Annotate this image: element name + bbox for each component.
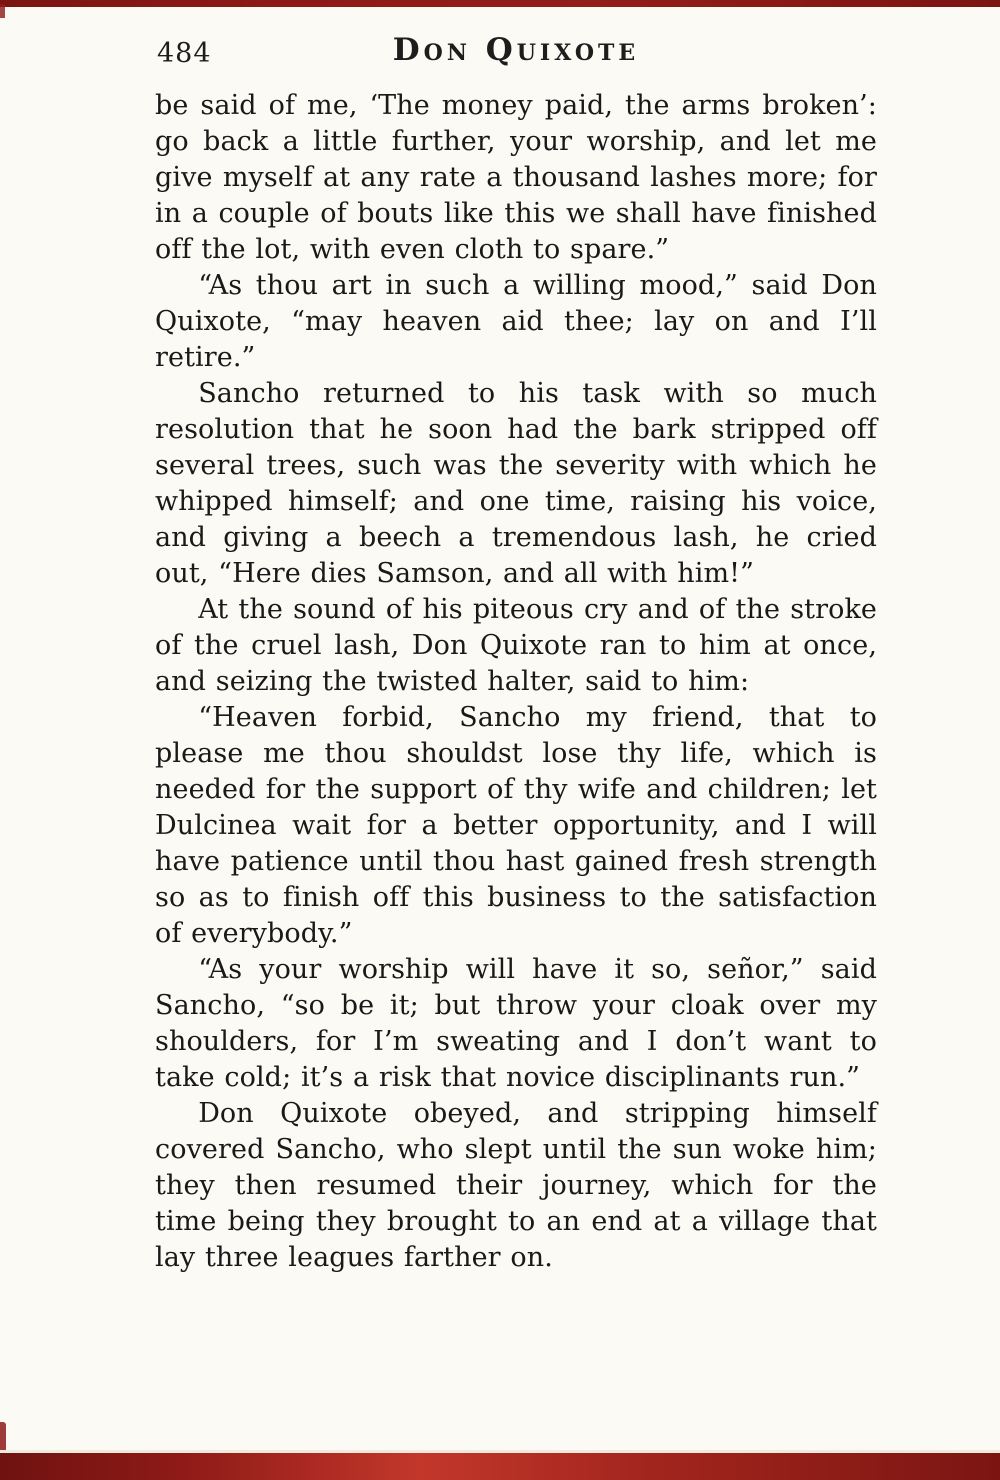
- paragraph: At the sound of his piteous cry and of the stroke of the cruel lash, Don Quixote ran to him at once, and seizing the twisted halter, said to him:: [155, 594, 877, 697]
- paragraph: Don Quixote obeyed, and stripping himself covered Sancho, who slept until the sun woke him; they then resumed their journey, which for the time being they brought to an end at a village that lay three leagues farther on.: [155, 1098, 877, 1273]
- paragraph: “As thou art in such a willing mood,” said Don Quixote, “may heaven aid thee; lay on and I’ll retire.”: [155, 270, 877, 373]
- page-content: [155, 0, 877, 1276]
- text-block: [155, 88, 877, 1276]
- scan-edge-top-left-mark: [0, 4, 5, 18]
- running-head: Don Quixote: [392, 32, 640, 68]
- paragraph: be said of me, ‘The money paid, the arms broken’: go back a little further, your worship, and let me give myself at any rate a thousand lashes more; for in a couple of bouts like this we shall have finished off the lot, with even cloth to spare.”: [155, 90, 877, 265]
- page-number: 484: [157, 38, 212, 69]
- paragraph: Sancho returned to his task with so much resolution that he soon had the bark stripped off several trees, such was the severity with which he whipped himself; and one time, raising his voice, and giving a beech a tremendous lash, he cried out, “Here dies Samson, and all with him!”: [155, 378, 877, 589]
- paragraph: “Heaven forbid, Sancho my friend, that to please me thou shouldst lose thy life, which is needed for the support of thy wife and children; let Dulcinea wait for a better opportunity, and I will have patience until thou hast gained fresh strength so as to finish off this business to the satisfaction of everybody.”: [155, 702, 877, 949]
- page-header: [155, 32, 877, 76]
- scan-edge-bottom: [0, 1453, 1000, 1480]
- paragraph: “As your worship will have it so, señor,” said Sancho, “so be it; but throw your cloak over my shoulders, for I’m sweating and I don’t want to take cold; it’s a risk that novice disciplinants run.”: [155, 954, 877, 1093]
